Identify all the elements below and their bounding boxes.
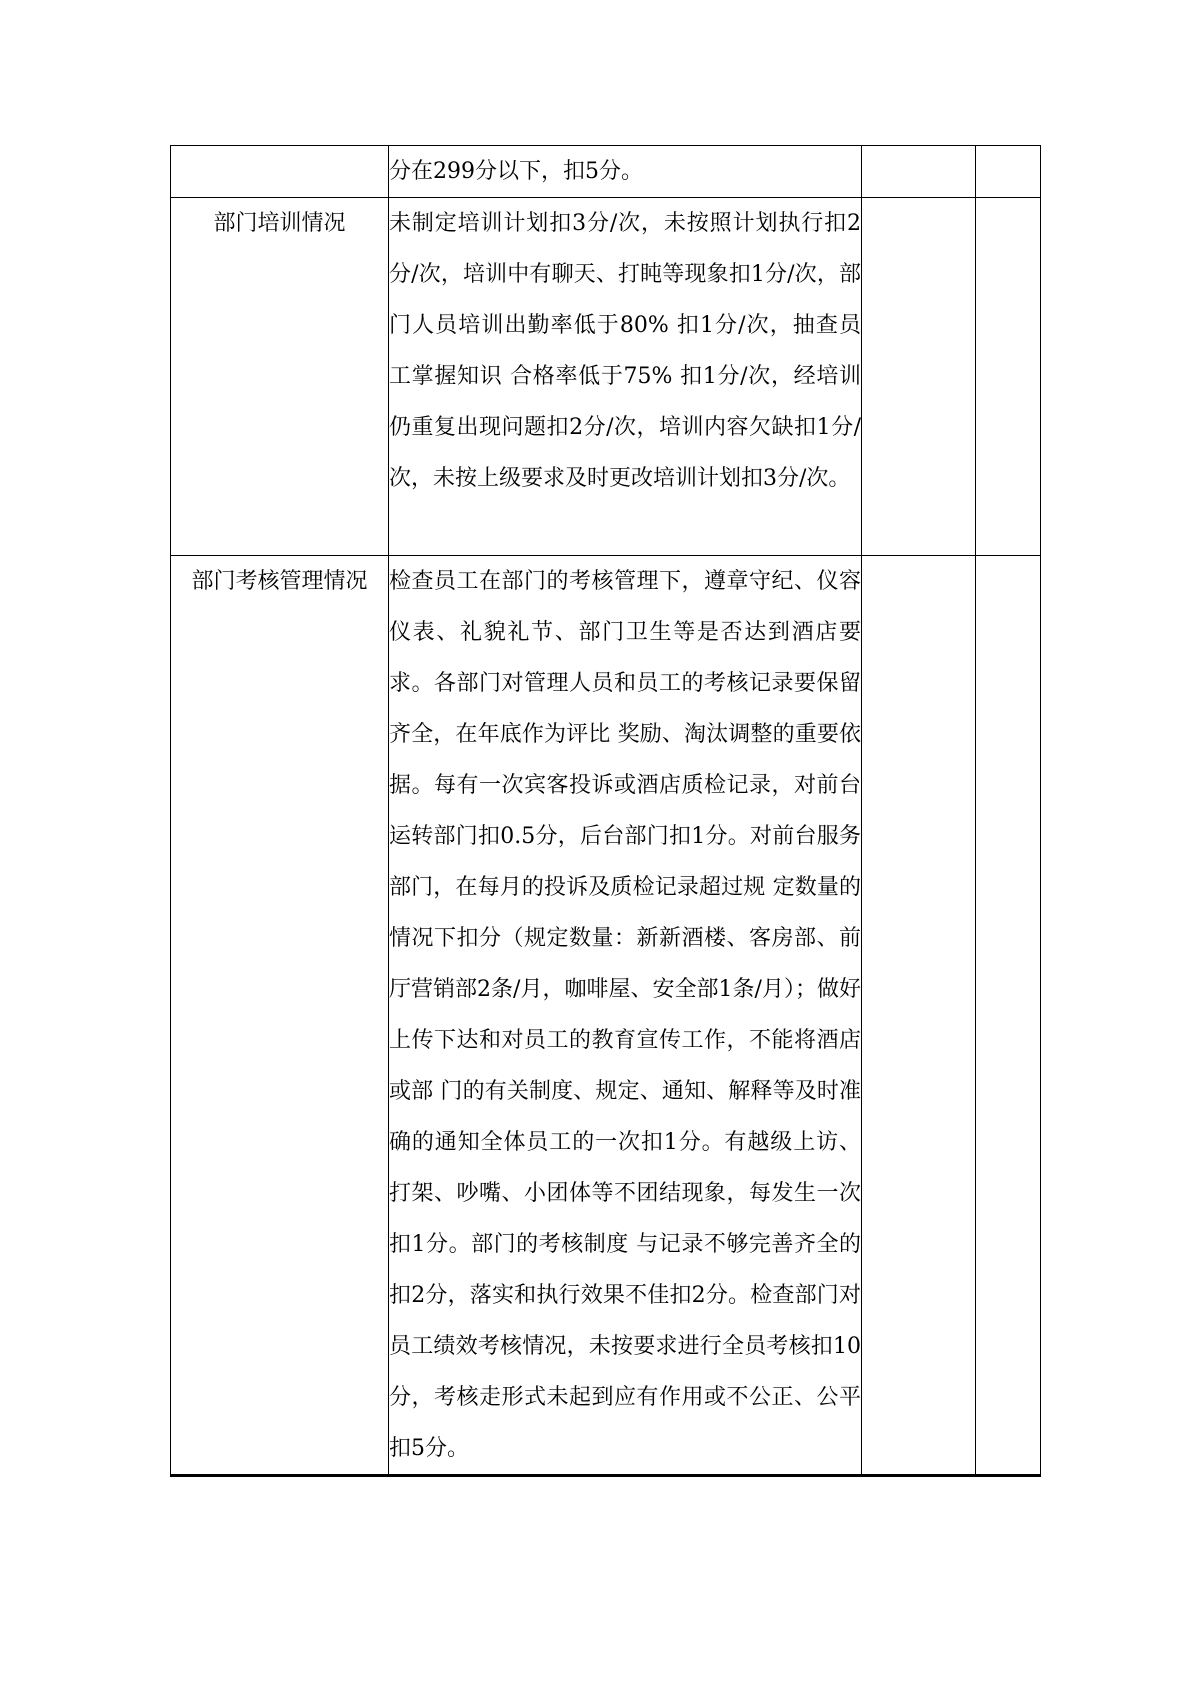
score-cell xyxy=(862,556,976,1476)
score-cell xyxy=(862,198,976,556)
item-cell xyxy=(171,146,389,198)
table-row xyxy=(171,198,1041,556)
item-cell: 部门考核管理情况 xyxy=(171,556,389,1476)
note-cell xyxy=(976,556,1041,1476)
table-row xyxy=(171,556,1041,1476)
item-cell: 部门培训情况 xyxy=(171,198,389,556)
description-cell: 未制定培训计划扣3分/次，未按照计划执行扣2分/次，培训中有聊天、打盹等现象扣1分/次，部门人员培训出勤率低于80% 扣1分/次，抽查员工掌握知识 合格率低于75% 扣1分/次，经培训仍重复出现问题扣2分/次，培训内容欠缺扣1分/次，未按上级要求及时更改培训计划扣3分/次。 xyxy=(389,198,862,556)
assessment-table xyxy=(170,145,1041,1477)
score-cell xyxy=(862,146,976,198)
description-cell: 检查员工在部门的考核管理下，遵章守纪、仪容仪表、礼貌礼节、部门卫生等是否达到酒店要求。各部门对管理人员和员工的考核记录要保留齐全，在年底作为评比 奖励、淘汰调整的重要依据。每有一次宾客投诉或酒店质检记录，对前台运转部门扣0.5分，后台部门扣1分。对前台服务部门，在每月的投诉及质检记录超过规 定数量的情况下扣分（规定数量：新新酒楼、客房部、前厅营销部2条/月，咖啡屋、安全部1条/月）；做好上传下达和对员工的教育宣传工作，不能将酒店或部 门的有关制度、规定、通知、解释等及时准确的通知全体员工的一次扣1分。有越级上访、打架、吵嘴、小团体等不团结现象，每发生一次扣1分。部门的考核制度 与记录不够完善齐全的扣2分，落实和执行效果不佳扣2分。检查部门对员工绩效考核情况，未按要求进行全员考核扣10分，考核走形式未起到应有作用或不公正、公平扣5分。 xyxy=(389,556,862,1476)
table-row xyxy=(171,146,1041,198)
description-cell: 分在299分以下，扣5分。 xyxy=(389,146,862,198)
note-cell xyxy=(976,198,1041,556)
note-cell xyxy=(976,146,1041,198)
